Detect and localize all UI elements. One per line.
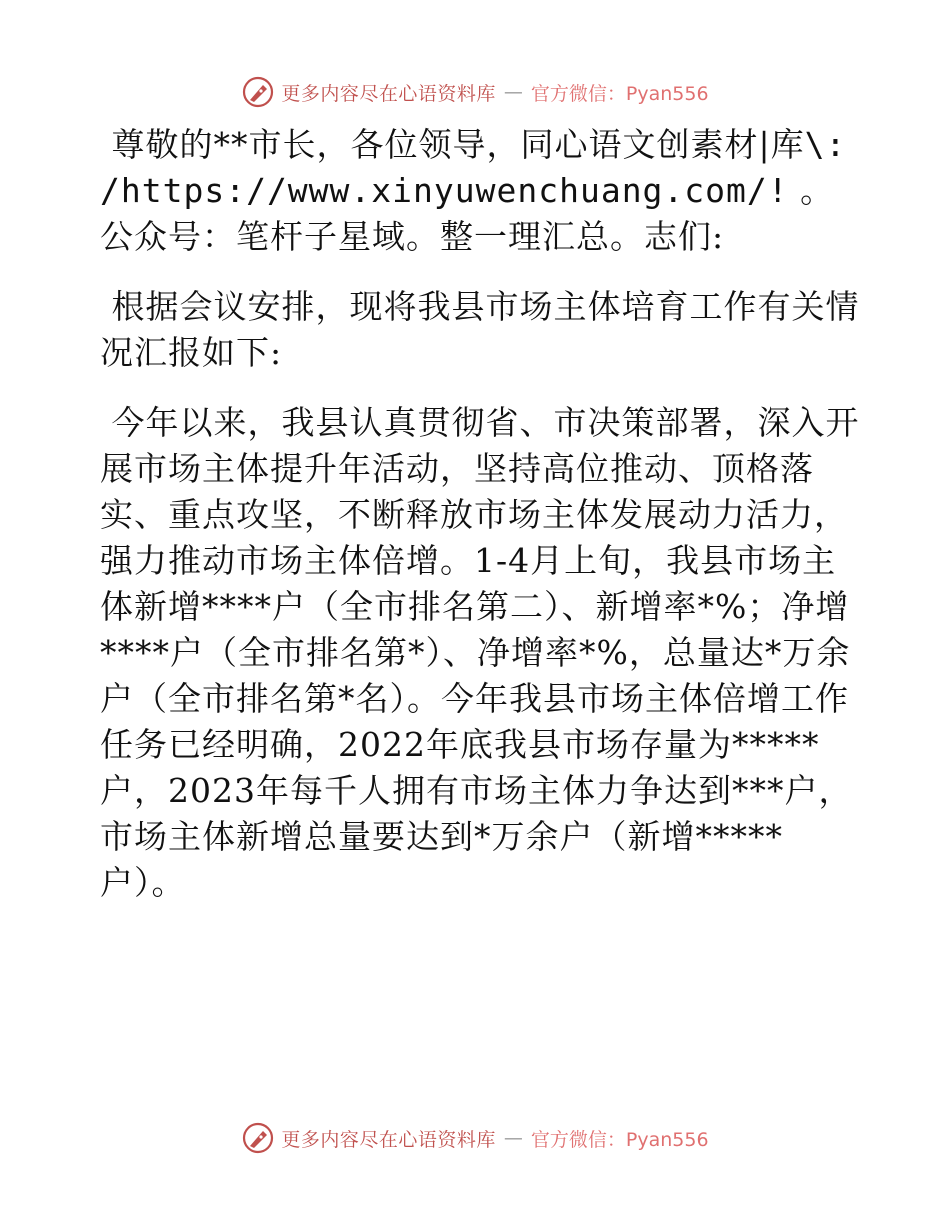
footer-banner bbox=[0, 1118, 950, 1158]
paragraph-greeting bbox=[100, 122, 860, 260]
header-banner bbox=[0, 72, 950, 112]
greeting-text: 尊敬的**市长，各位领导，同心语文创素材|库 bbox=[111, 125, 805, 164]
pen-nib-logo-icon bbox=[241, 1121, 275, 1155]
document-body bbox=[100, 122, 860, 930]
website-url: \: /https://www.xinyuwenchuang.com/! bbox=[100, 125, 847, 210]
paragraph-report bbox=[100, 400, 860, 906]
wechat-id: 官方微信：Pyan556 bbox=[530, 82, 709, 105]
paragraph-intro bbox=[100, 284, 860, 376]
greeting-text-end: 。公众号：笔杆子星域。整一理汇总。志们: bbox=[100, 171, 835, 256]
wechat-id: 官方微信：Pyan556 bbox=[530, 1128, 709, 1151]
site-name: 更多内容尽在心语资料库 bbox=[281, 82, 496, 105]
pen-nib-logo-icon bbox=[241, 75, 275, 109]
report-text: 今年以来，我县认真贯彻省、市决策部署，深入开展市场主体提升年活动，坚持高位推动、顶格落实、重点攻坚，不断释放市场主体发展动力活力，强力推动市场主体倍增。1-4月上旬，我县市场主体新增****户（全市排名第二）、新增率*%；净增****户（全市排名第*）、净增率*%，总量达*万余户（全市排名第*名）。今年我县市场主体倍增工作任务已经明确，2022年底我县市场存量为*****户，2023年每千人拥有市场主体力争达到***户，市场主体新增总量要达到*万余户（新增*****户）。 bbox=[100, 403, 860, 902]
intro-text: 根据会议安排，现将我县市场主体培育工作有关情况汇报如下: bbox=[100, 287, 860, 372]
banner-separator: — bbox=[503, 1127, 523, 1149]
site-name: 更多内容尽在心语资料库 bbox=[281, 1128, 496, 1151]
banner-separator: — bbox=[503, 81, 523, 103]
